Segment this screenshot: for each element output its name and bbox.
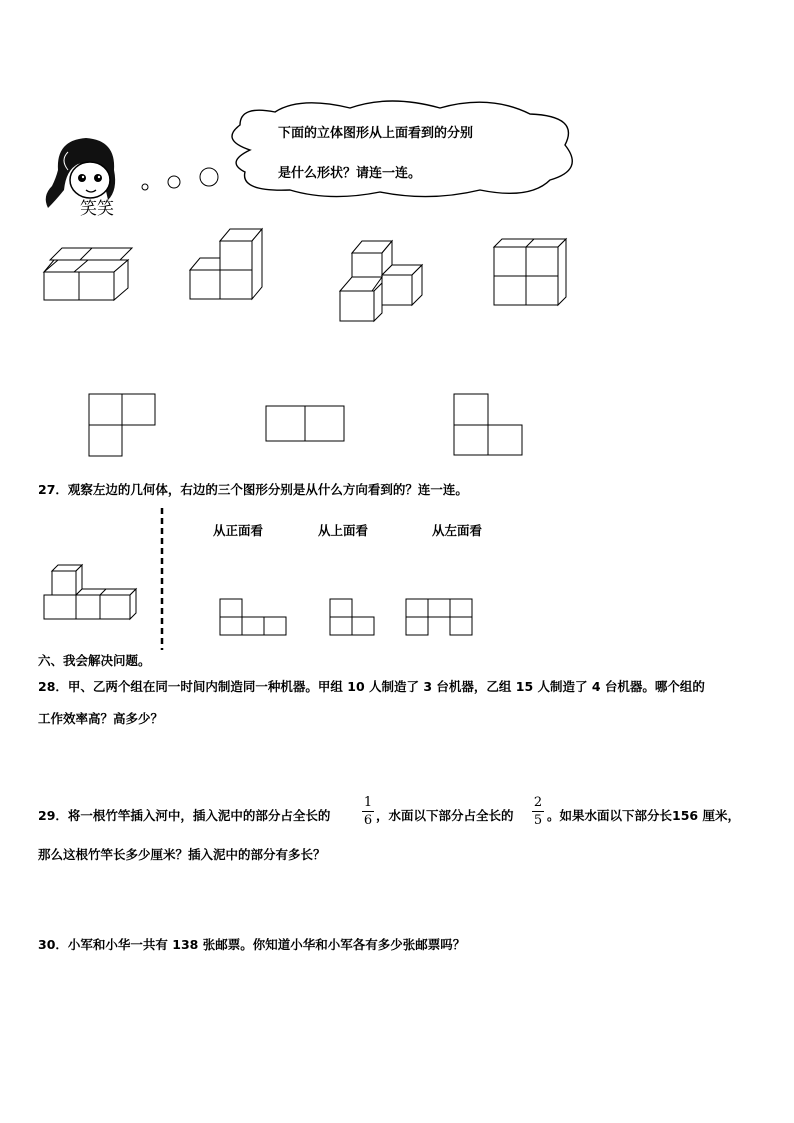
view-shape-1 bbox=[219, 598, 289, 638]
solid-figure-3 bbox=[338, 237, 433, 325]
view-label-front: 从正面看 bbox=[213, 523, 264, 538]
q27-solid-figure bbox=[42, 565, 142, 623]
fraction-one-sixth bbox=[362, 796, 374, 827]
top-view-shape-3 bbox=[453, 393, 525, 457]
top-view-shape-1 bbox=[88, 393, 158, 457]
solid-figure-2 bbox=[186, 227, 266, 302]
question-28-line-1: 28．甲、乙两个组在同一时间内制造同一种机器。甲组 10 人制造了 3 台机器，乙组 15 人制造了 4 台机器。哪个组的 bbox=[38, 679, 705, 694]
question-29-part-c: 。如果水面以下部分长156 厘米， bbox=[547, 808, 740, 823]
question-29-part-b: ，水面以下部分占全长的 bbox=[376, 808, 514, 823]
view-shape-2 bbox=[329, 598, 377, 638]
view-label-left: 从左面看 bbox=[432, 523, 483, 538]
question-29-line-2: 那么这根竹竿长多少厘米？插入泥中的部分有多长？ bbox=[38, 847, 326, 862]
fraction-2-numerator: 2 bbox=[533, 795, 543, 810]
speech-cloud bbox=[220, 100, 585, 200]
speech-line-2: 是什么形状？请连一连。 bbox=[278, 166, 422, 181]
girl-label: 笑笑 bbox=[80, 199, 114, 219]
view-shape-3 bbox=[405, 598, 475, 638]
fraction-1-numerator: 1 bbox=[363, 795, 373, 810]
question-29-part-a: 29．将一根竹竿插入河中，插入泥中的部分占全长的 bbox=[38, 808, 331, 823]
fraction-two-fifths bbox=[532, 796, 544, 827]
solid-figure-1 bbox=[40, 244, 130, 304]
thought-bubbles bbox=[140, 165, 220, 195]
solid-figure-4 bbox=[490, 237, 570, 309]
speech-line-1: 下面的立体图形从上面看到的分别 bbox=[278, 126, 474, 141]
fraction-1-denominator: 6 bbox=[363, 813, 373, 828]
dashed-divider bbox=[160, 508, 164, 650]
view-label-top: 从上面看 bbox=[318, 523, 369, 538]
question-27: 27．观察左边的几何体，右边的三个图形分别是从什么方向看到的？连一连。 bbox=[38, 482, 468, 497]
fraction-2-denominator: 5 bbox=[533, 813, 543, 828]
question-30: 30．小军和小华一共有 138 张邮票。你知道小华和小军各有多少张邮票吗？ bbox=[38, 937, 466, 952]
top-view-shape-2 bbox=[265, 405, 347, 443]
section-6-heading: 六、我会解决问题。 bbox=[38, 653, 151, 668]
question-28-line-2: 工作效率高？高多少？ bbox=[38, 711, 164, 726]
